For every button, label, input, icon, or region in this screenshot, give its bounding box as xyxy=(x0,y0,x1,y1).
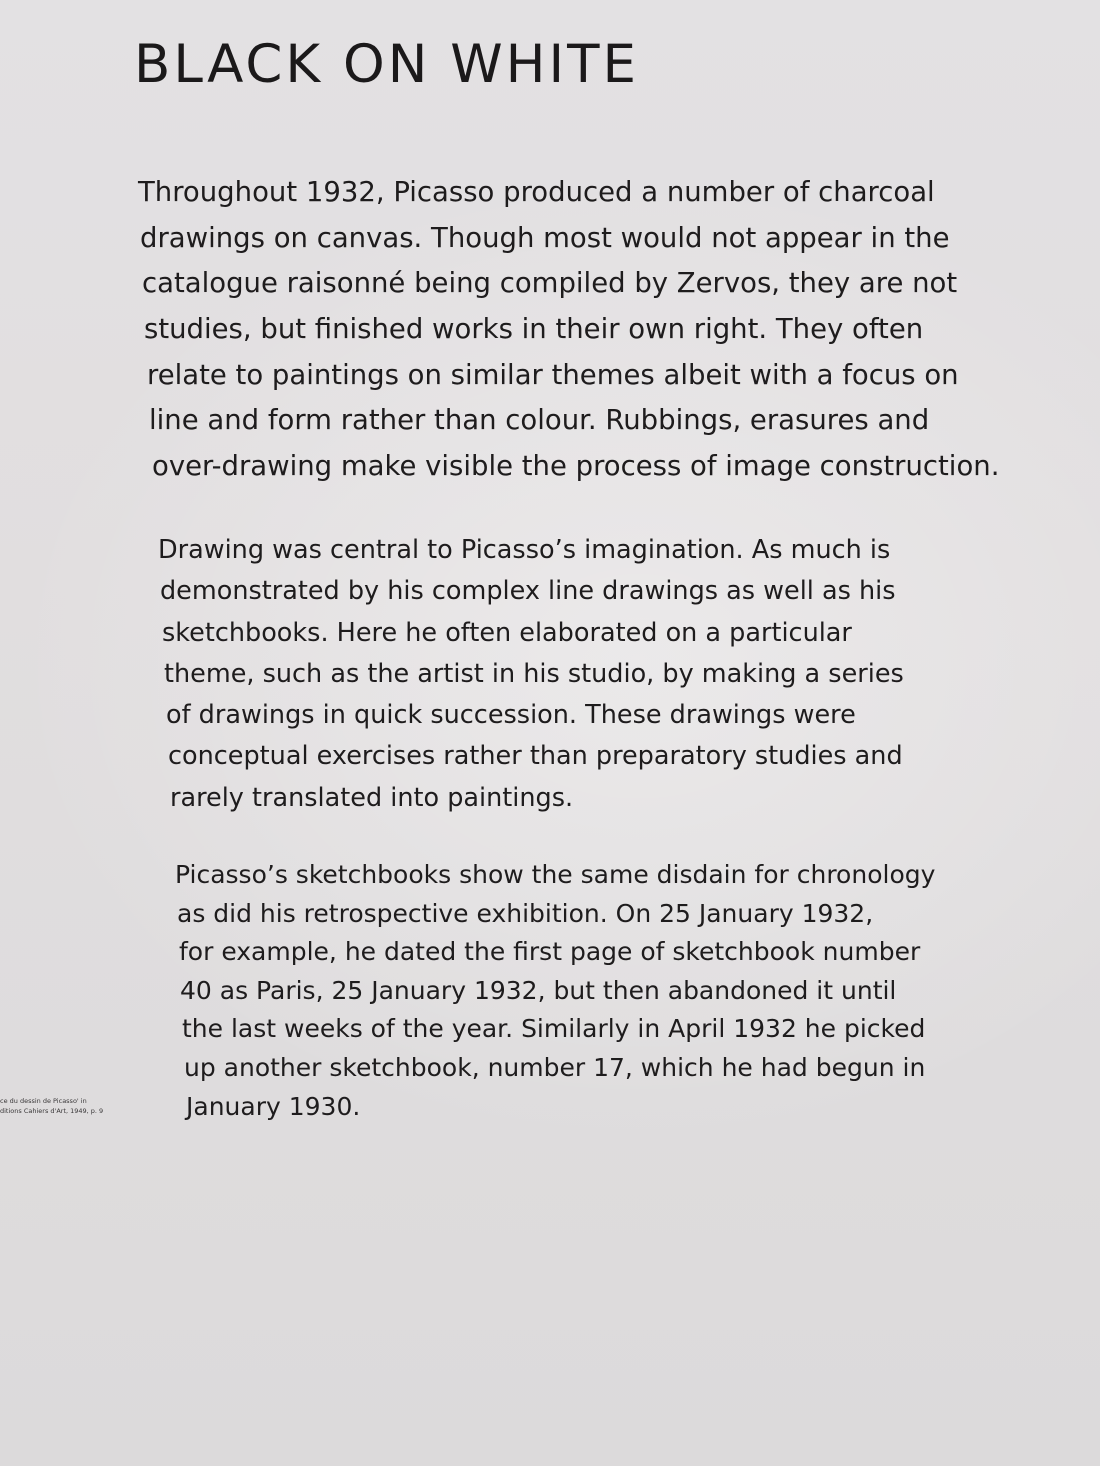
paragraph-line: of drawings in quick succession. These drawings were xyxy=(166,700,856,731)
paragraph-line: sketchbooks. Here he often elaborated on a particular xyxy=(162,617,852,648)
caption-line: ditions Cahiers d'Art, 1949, p. 9 xyxy=(0,1107,104,1115)
paragraph-line: Throughout 1932, Picasso produced a number of charcoal xyxy=(138,176,935,208)
paragraph-line: January 1930. xyxy=(186,1091,361,1121)
sketchbook-paragraph xyxy=(175,856,935,1126)
artwork-caption xyxy=(0,1096,103,1116)
paragraph-line: theme, such as the artist in his studio, by making a series xyxy=(164,658,904,689)
paragraph-line: for example, he dated the first page of sketchbook number xyxy=(179,937,921,967)
paragraph-line: relate to paintings on similar themes albeit with a focus on xyxy=(147,358,959,391)
intro-paragraph xyxy=(138,170,1000,490)
paragraph-line: as did his retrospective exhibition. On 25 January 1932, xyxy=(177,898,874,928)
paragraph-line: studies, but finished works in their own right. They often xyxy=(144,313,924,346)
paragraph-line: up another sketchbook, number 17, which he had begun in xyxy=(184,1052,926,1082)
paragraph-line: demonstrated by his complex line drawings as well as his xyxy=(160,576,896,607)
paragraph-line: drawings on canvas. Though most would not appear in the xyxy=(140,221,950,254)
caption-line: ce du dessin de Picasso' in xyxy=(0,1097,87,1105)
paragraph-line: line and form rather than colour. Rubbings, erasures and xyxy=(149,404,930,437)
paragraph-line: over-drawing make visible the process of image construction. xyxy=(152,450,1000,483)
drawing-paragraph xyxy=(158,530,904,819)
paragraph-line: 40 as Paris, 25 January 1932, but then abandoned it until xyxy=(180,975,897,1005)
paragraph-line: the last weeks of the year. Similarly in April 1932 he picked xyxy=(182,1014,926,1044)
paragraph-line: catalogue raisonné being compiled by Zervos, they are not xyxy=(142,267,958,300)
paragraph-line: Picasso’s sketchbooks show the same disdain for chronology xyxy=(175,860,936,889)
panel-title: BLACK ON WHITE xyxy=(134,34,639,95)
paragraph-line: conceptual exercises rather than preparatory studies and xyxy=(168,741,903,772)
paragraph-line: Drawing was central to Picasso’s imagination. As much is xyxy=(158,535,891,565)
paragraph-line: rarely translated into paintings. xyxy=(170,782,574,813)
